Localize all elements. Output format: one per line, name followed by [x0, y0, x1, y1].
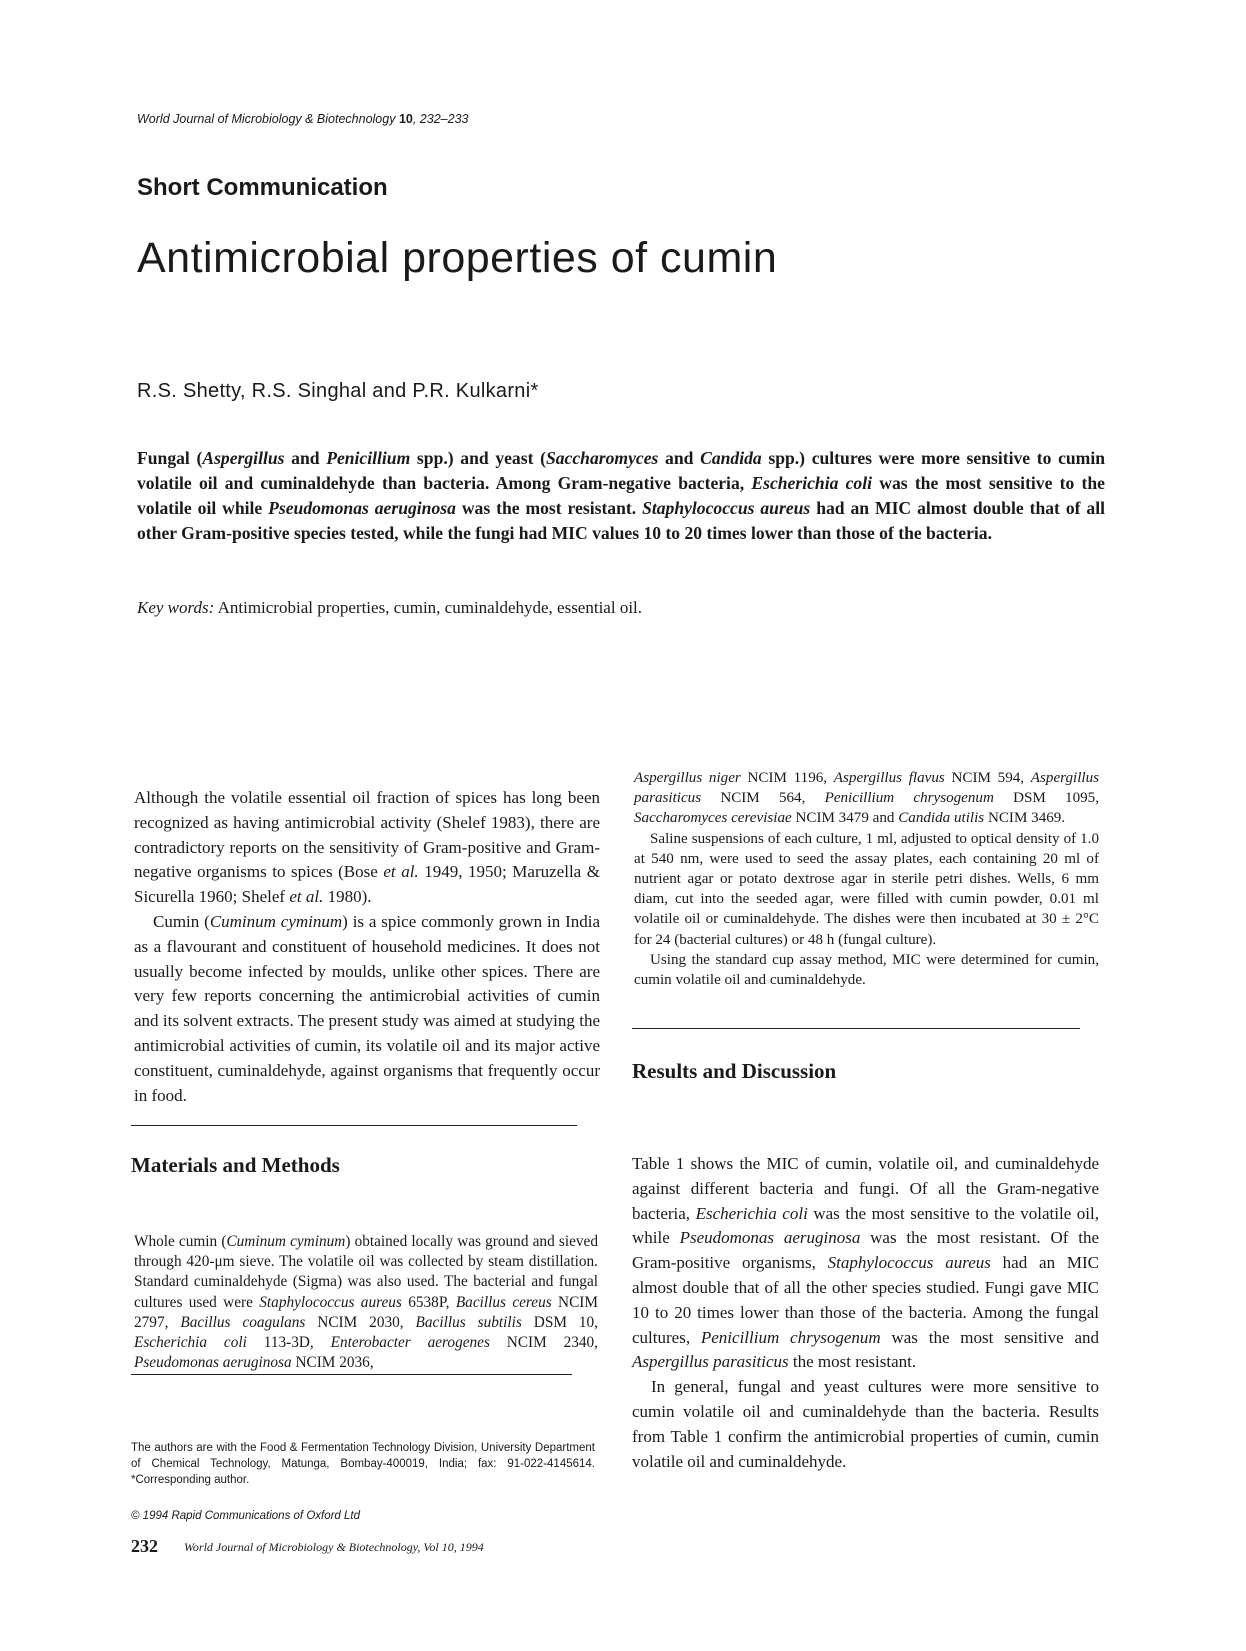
methods-paragraph-2: Saline suspensions of each culture, 1 ml, adjusted to optical density of 1.0 at 540 nm, were used to seed the assay plates, each containing 20 ml of nutrient agar or potato dextrose agar in sterile petri dishes. Wells, 6 mm diam, cut into the seeded agar, were filled with cumin powder, 0.01 ml volatile oil or cuminaldehyde. The dishes were then incubated at 30 ± 2°C for 24 (bacterial cultures) or 48 h (fungal culture).	[634, 830, 1099, 948]
abstract: Fungal (Aspergillus and Penicillium spp.) and yeast (Saccharomyces and Candida spp.) cultures were more sensitive to cumin volatile oil and cuminaldehyde than bacteria. Among Gram-negative bacteria, Escherichia coli was the most sensitive to the volatile oil while Pseudomonas aeruginosa was the most resistant. Staphylococcus aureus had an MIC almost double that of all other Gram-positive species tested, while the fungi had MIC values 10 to 20 times lower than those of the bacteria.	[137, 448, 1106, 543]
page-range: , 232–233	[412, 112, 469, 126]
keywords-text: Antimicrobial properties, cumin, cuminaldehyde, essential oil.	[214, 598, 643, 617]
page-number: 232	[131, 1536, 158, 1556]
running-header	[137, 112, 468, 126]
footer-journal: World Journal of Microbiology & Biotechnology, Vol 10, 1994	[184, 1540, 484, 1554]
intro-paragraph-1: Although the volatile essential oil fraction of spices has long been recognized as having antimicrobial activity (Shelef 1983), there are contradictory reports on the sensitivity of Gram-positive and Gram-negative organisms to spices (Bose et al. 1949, 1950; Maruzella & Sicurella 1960; Shelef et al. 1980).	[134, 788, 600, 907]
copyright-notice: © 1994 Rapid Communications of Oxford Ltd	[131, 1510, 361, 1522]
footnote-divider	[131, 1374, 572, 1375]
journal-name: World Journal of Microbiology & Biotechnology	[137, 112, 396, 126]
introduction	[134, 786, 600, 1108]
results-section	[632, 1152, 1099, 1474]
methods-paragraph: Whole cumin (Cuminum cyminum) obtained locally was ground and sieved through 420-μm sieve. The volatile oil was collected by steam distillation. Standard cuminaldehyde (Sigma) was also used. The bacterial and fungal cultures used were Staphylococcus aureus 6538P, Bacillus cereus NCIM 2797, Bacillus coagulans NCIM 2030, Bacillus subtilis DSM 10, Escherichia coli 113-3D, Enterobacter aerogenes NCIM 2340, Pseudomonas aeruginosa NCIM 2036,	[134, 1233, 598, 1372]
results-paragraph-1: Table 1 shows the MIC of cumin, volatile oil, and cuminaldehyde against different bacteria and fungi. Of all the Gram-negative bacteria, Escherichia coli was the most sensitive to the volatile oil, while Pseudomonas aeruginosa was the most resistant. Of the Gram-positive organisms, Staphylococcus aureus had an MIC almost double that of all the other species studied. Fungi gave MIC 10 to 20 times lower than those of the bacteria. Among the fungal cultures, Penicillium chrysogenum was the most sensitive and Aspergillus parasiticus the most resistant.	[632, 1154, 1099, 1372]
keywords-label: Key words:	[137, 598, 215, 617]
article-title: Antimicrobial properties of cumin	[137, 234, 778, 282]
section-type: Short Communication	[137, 174, 388, 201]
methods-paragraph-3: Using the standard cup assay method, MIC were determined for cumin, cumin volatile oil and cuminaldehyde.	[634, 951, 1099, 989]
methods-heading: Materials and Methods	[131, 1153, 340, 1177]
section-divider	[632, 1028, 1080, 1029]
volume-number: 10	[398, 112, 413, 126]
author-list: R.S. Shetty, R.S. Singhal and P.R. Kulkarni*	[137, 380, 539, 402]
results-heading: Results and Discussion	[632, 1059, 837, 1083]
methods-species-list: Aspergillus niger NCIM 1196, Aspergillus flavus NCIM 594, Aspergillus parasiticus NCIM 564, Penicillium chrysogenum DSM 1095, Saccharomyces cerevisiae NCIM 3479 and Candida utilis NCIM 3469.	[634, 770, 1099, 827]
intro-paragraph-2: Cumin (Cuminum cyminum) is a spice commonly grown in India as a flavourant and constituent of household medicines. It does not usually become infected by moulds, unlike other spices. There are very few reports concerning the antimicrobial activities of cumin and its solvent extracts. The present study was aimed at studying the antimicrobial activities of cumin, its volatile oil and its major active constituent, cuminaldehyde, against organisms that frequently occur in food.	[134, 911, 601, 1105]
affiliation-footnote: The authors are with the Food & Fermentation Technology Division, University Department of Chemical Technology, Matunga, Bombay-400019, India; fax: 91-022-4145614. *Corresponding author.	[131, 1442, 595, 1486]
methods-continued	[634, 768, 1099, 990]
section-divider	[131, 1125, 577, 1126]
keywords	[137, 598, 1105, 618]
results-paragraph-2: In general, fungal and yeast cultures were more sensitive to cumin volatile oil and cuminaldehyde than the bacteria. Results from Table 1 confirm the antimicrobial properties of cumin, cumin volatile oil and cuminaldehyde.	[632, 1377, 1099, 1471]
